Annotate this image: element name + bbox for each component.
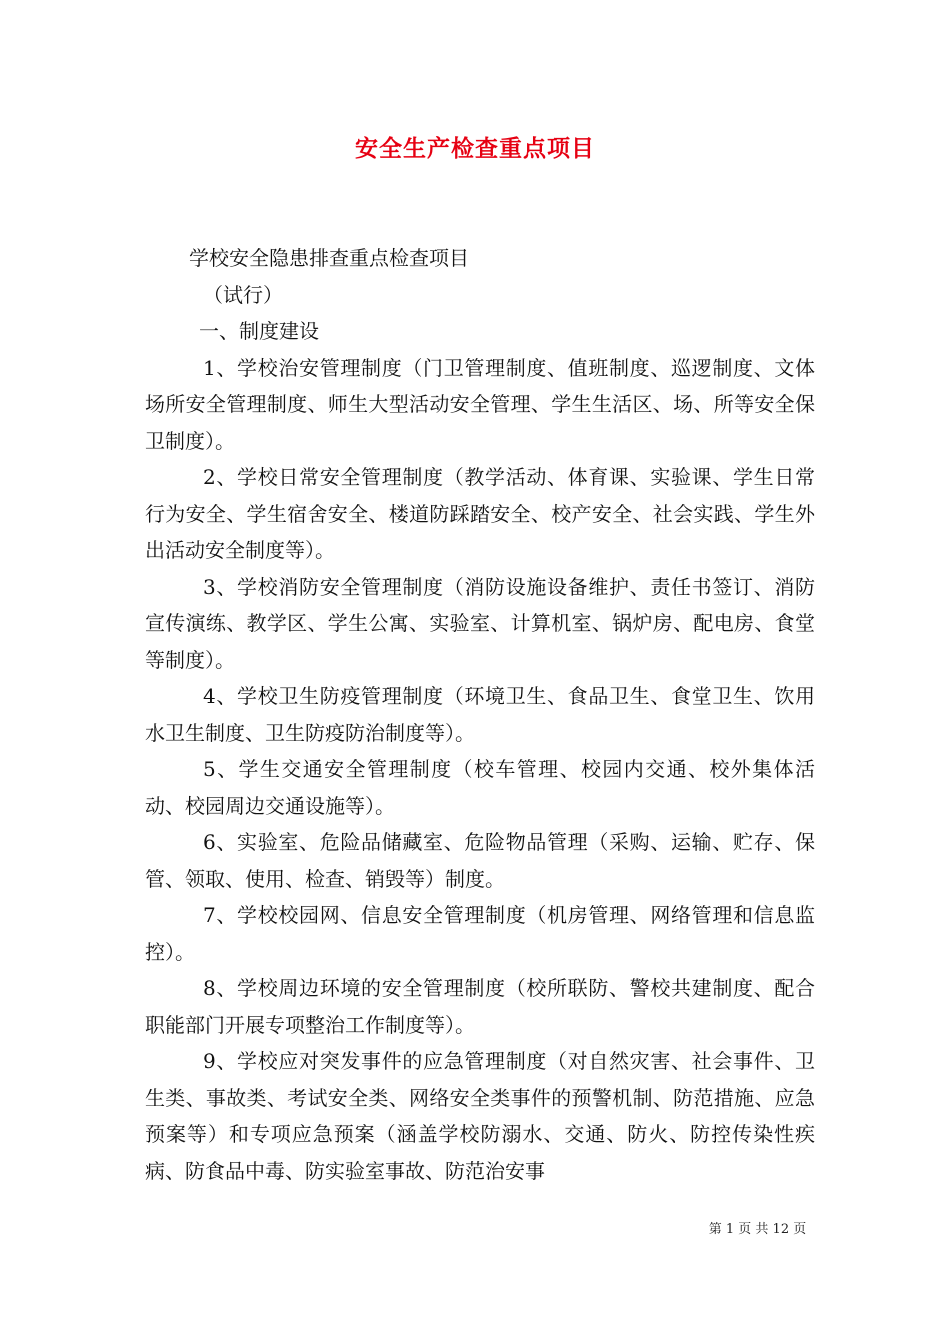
list-item: 7、学校校园网、信息安全管理制度（机房管理、网络管理和信息监控）。: [145, 903, 815, 964]
document-title: 安全生产检查重点项目: [355, 136, 595, 162]
trial-note: （试行）: [203, 282, 283, 307]
document-subtitle: 学校安全隐患排查重点检查项目: [189, 246, 469, 270]
list-item: 1、学校治安管理制度（门卫管理制度、值班制度、巡逻制度、文体场所安全管理制度、师生大型活动安全管理、学生生活区、场、所等安全保卫制度）。: [145, 355, 815, 453]
list-item: 5、学生交通安全管理制度（校车管理、校园内交通、校外集体活动、校园周边交通设施等）。: [145, 757, 815, 818]
section-heading: 一、制度建设: [199, 319, 319, 343]
list-item: 3、学校消防安全管理制度（消防设施设备维护、责任书签订、消防宣传演练、教学区、学生公寓、实验室、计算机室、锅炉房、配电房、食堂等制度）。: [145, 574, 815, 672]
list-item: 9、学校应对突发事件的应急管理制度（对自然灾害、社会事件、卫生类、事故类、考试安全类、网络安全类事件的预警机制、防范措施、应急预案等）和专项应急预案（涵盖学校防溺水、交通、防火、防控传染性疾病、防食品中毒、防实验室事故、防范治安事: [145, 1049, 815, 1183]
list-item: 6、实验室、危险品储藏室、危险物品管理（采购、运输、贮存、保管、领取、使用、检查、销毁等）制度。: [145, 830, 815, 891]
page-footer: 第 1 页 共 12 页: [708, 1222, 807, 1237]
list-item: 4、学校卫生防疫管理制度（环境卫生、食品卫生、食堂卫生、饮用水卫生制度、卫生防疫防治制度等）。: [145, 684, 815, 745]
list-item: 2、学校日常安全管理制度（教学活动、体育课、实验课、学生日常行为安全、学生宿舍安全、楼道防踩踏安全、校产安全、社会实践、学生外出活动安全制度等）。: [145, 465, 815, 562]
document-body: [145, 240, 815, 1189]
list-item: 8、学校周边环境的安全管理制度（校所联防、警校共建制度、配合职能部门开展专项整治工作制度等）。: [145, 976, 815, 1037]
